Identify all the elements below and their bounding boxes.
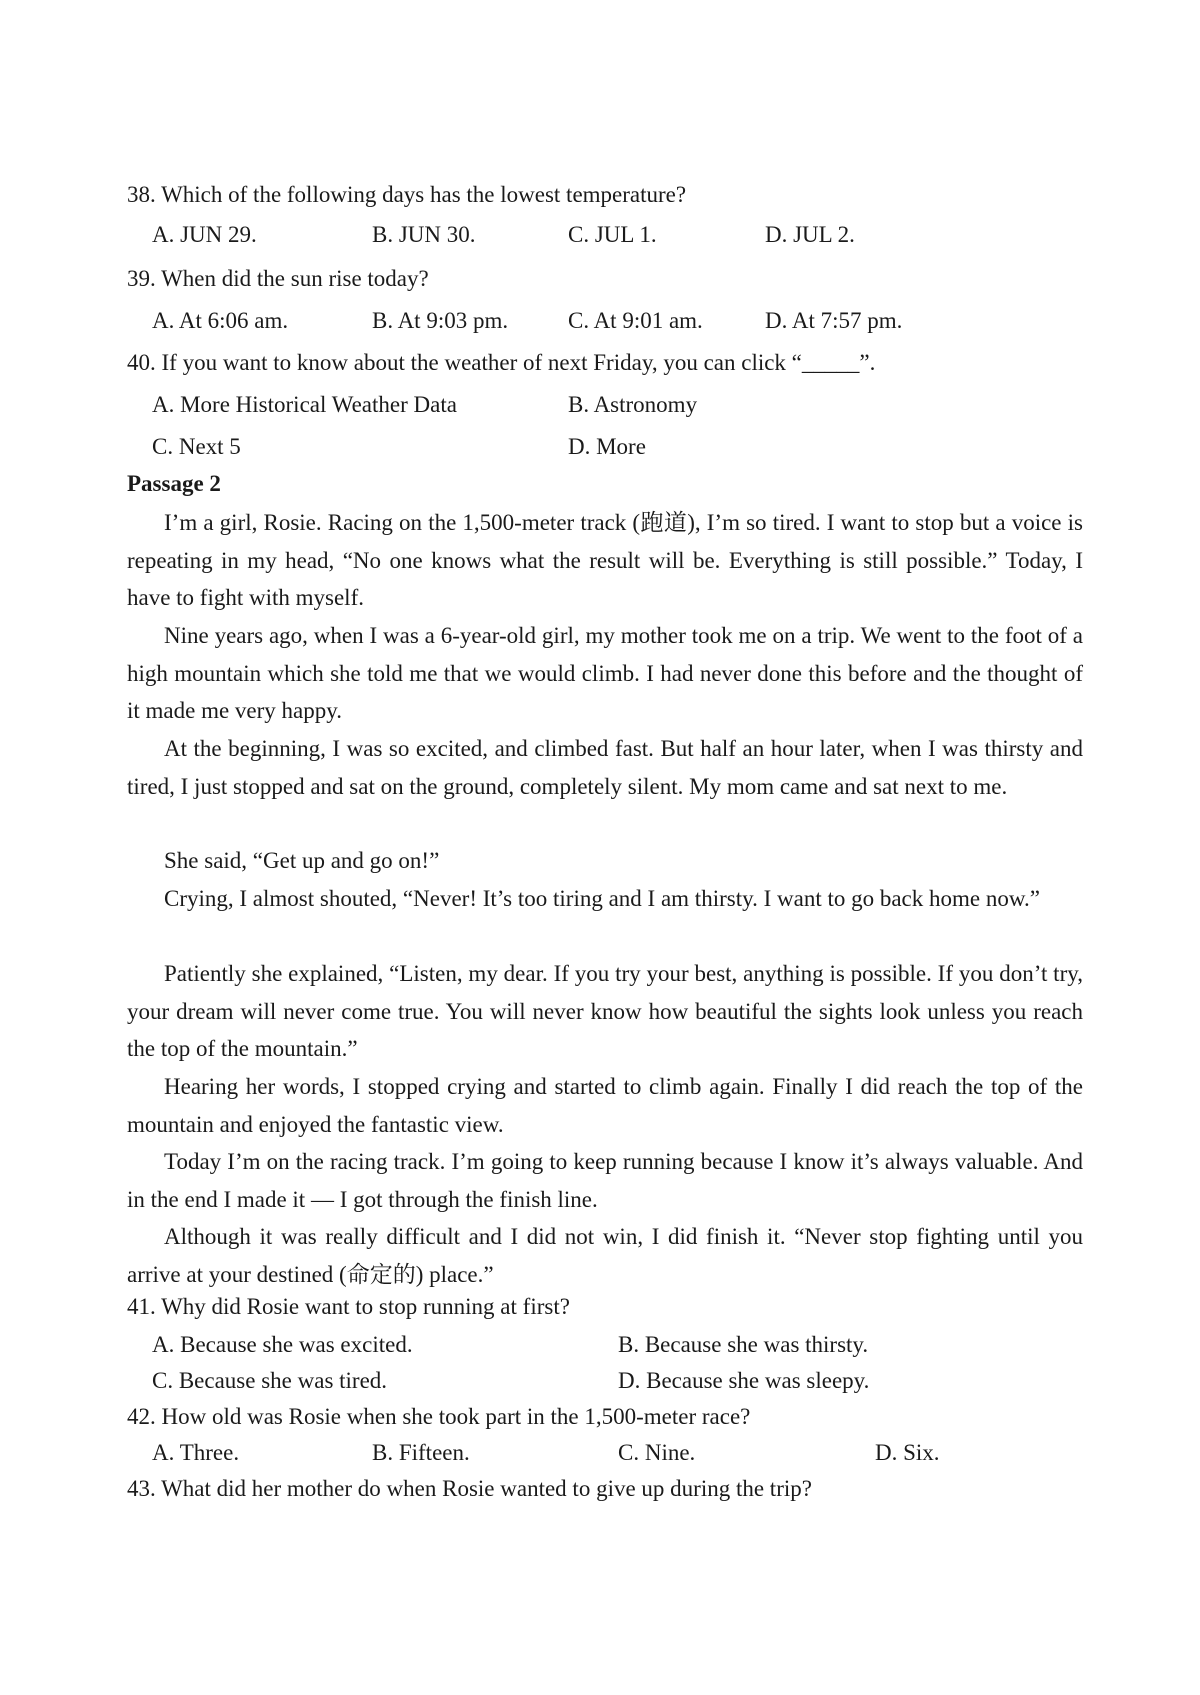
q40-option-b: B. Astronomy	[568, 392, 698, 417]
q39-option-a: A. At 6:06 am.	[152, 308, 289, 333]
q38-option-c: C. JUL 1.	[568, 222, 657, 247]
q42-option-a: A. Three.	[152, 1440, 240, 1465]
q39-option-d: D. At 7:57 pm.	[765, 308, 903, 333]
q42-option-c: C. Nine.	[618, 1440, 696, 1465]
q38-option-d: D. JUL 2.	[765, 222, 855, 247]
q40-option-c: C. Next 5	[152, 434, 241, 459]
q39-option-b: B. At 9:03 pm.	[372, 308, 509, 333]
question-43: 43. What did her mother do when Rosie wanted to give up during the trip?	[127, 1476, 812, 1501]
passage-paragraph-2: Nine years ago, when I was a 6-year-old girl, my mother took me on a trip. We went to the foot of a high mountain which she told me that we would climb. I had never done this before and the thought of it made me very happy.	[127, 623, 1083, 723]
q39-option-c: C. At 9:01 am.	[568, 308, 703, 333]
passage-paragraph-6: Patiently she explained, “Listen, my dear. If you try your best, anything is possible. If you don’t try, your dream will never come true. You will never know how beautiful the sights look unless you reach the top of the mountain.”	[127, 961, 1083, 1061]
question-41: 41. Why did Rosie want to stop running at first?	[127, 1294, 570, 1319]
passage-paragraph-9: Although it was really difficult and I did not win, I did finish it. “Never stop fighting until you arrive at your destined (命定的) place.”	[127, 1224, 1083, 1287]
passage-paragraph-4: She said, “Get up and go on!”	[164, 848, 440, 873]
passage-paragraph-5: Crying, I almost shouted, “Never! It’s too tiring and I am thirsty. I want to go back home now.”	[164, 886, 1040, 911]
question-42: 42. How old was Rosie when she took part in the 1,500-meter race?	[127, 1404, 751, 1429]
q41-option-d: D. Because she was sleepy.	[618, 1368, 870, 1393]
q42-option-b: B. Fifteen.	[372, 1440, 470, 1465]
q41-option-c: C. Because she was tired.	[152, 1368, 388, 1393]
question-40: 40. If you want to know about the weather of next Friday, you can click “_____”.	[127, 350, 876, 375]
q38-option-b: B. JUN 30.	[372, 222, 476, 247]
q41-option-a: A. Because she was excited.	[152, 1332, 413, 1357]
q42-option-d: D. Six.	[875, 1440, 940, 1465]
q38-option-a: A. JUN 29.	[152, 222, 257, 247]
q41-option-b: B. Because she was thirsty.	[618, 1332, 869, 1357]
q40-option-d: D. More	[568, 434, 646, 459]
q40-option-a: A. More Historical Weather Data	[152, 392, 457, 417]
passage-paragraph-3: At the beginning, I was so excited, and climbed fast. But half an hour later, when I was thirsty and tired, I just stopped and sat on the ground, completely silent. My mom came and sat next to me.	[127, 736, 1083, 799]
question-38: 38. Which of the following days has the lowest temperature?	[127, 182, 687, 207]
question-39: 39. When did the sun rise today?	[127, 266, 429, 291]
passage-paragraph-1: I’m a girl, Rosie. Racing on the 1,500-meter track (跑道), I’m so tired. I want to stop but a voice is repeating in my head, “No one knows what the result will be. Everything is still possible.” Today, I have to fight with myself.	[127, 510, 1083, 610]
passage-heading: Passage 2	[127, 471, 221, 496]
passage-paragraph-8: Today I’m on the racing track. I’m going to keep running because I know it’s always valuable. And in the end I made it — I got through the finish line.	[127, 1149, 1083, 1212]
passage-paragraph-7: Hearing her words, I stopped crying and started to climb again. Finally I did reach the top of the mountain and enjoyed the fantastic view.	[127, 1074, 1083, 1137]
